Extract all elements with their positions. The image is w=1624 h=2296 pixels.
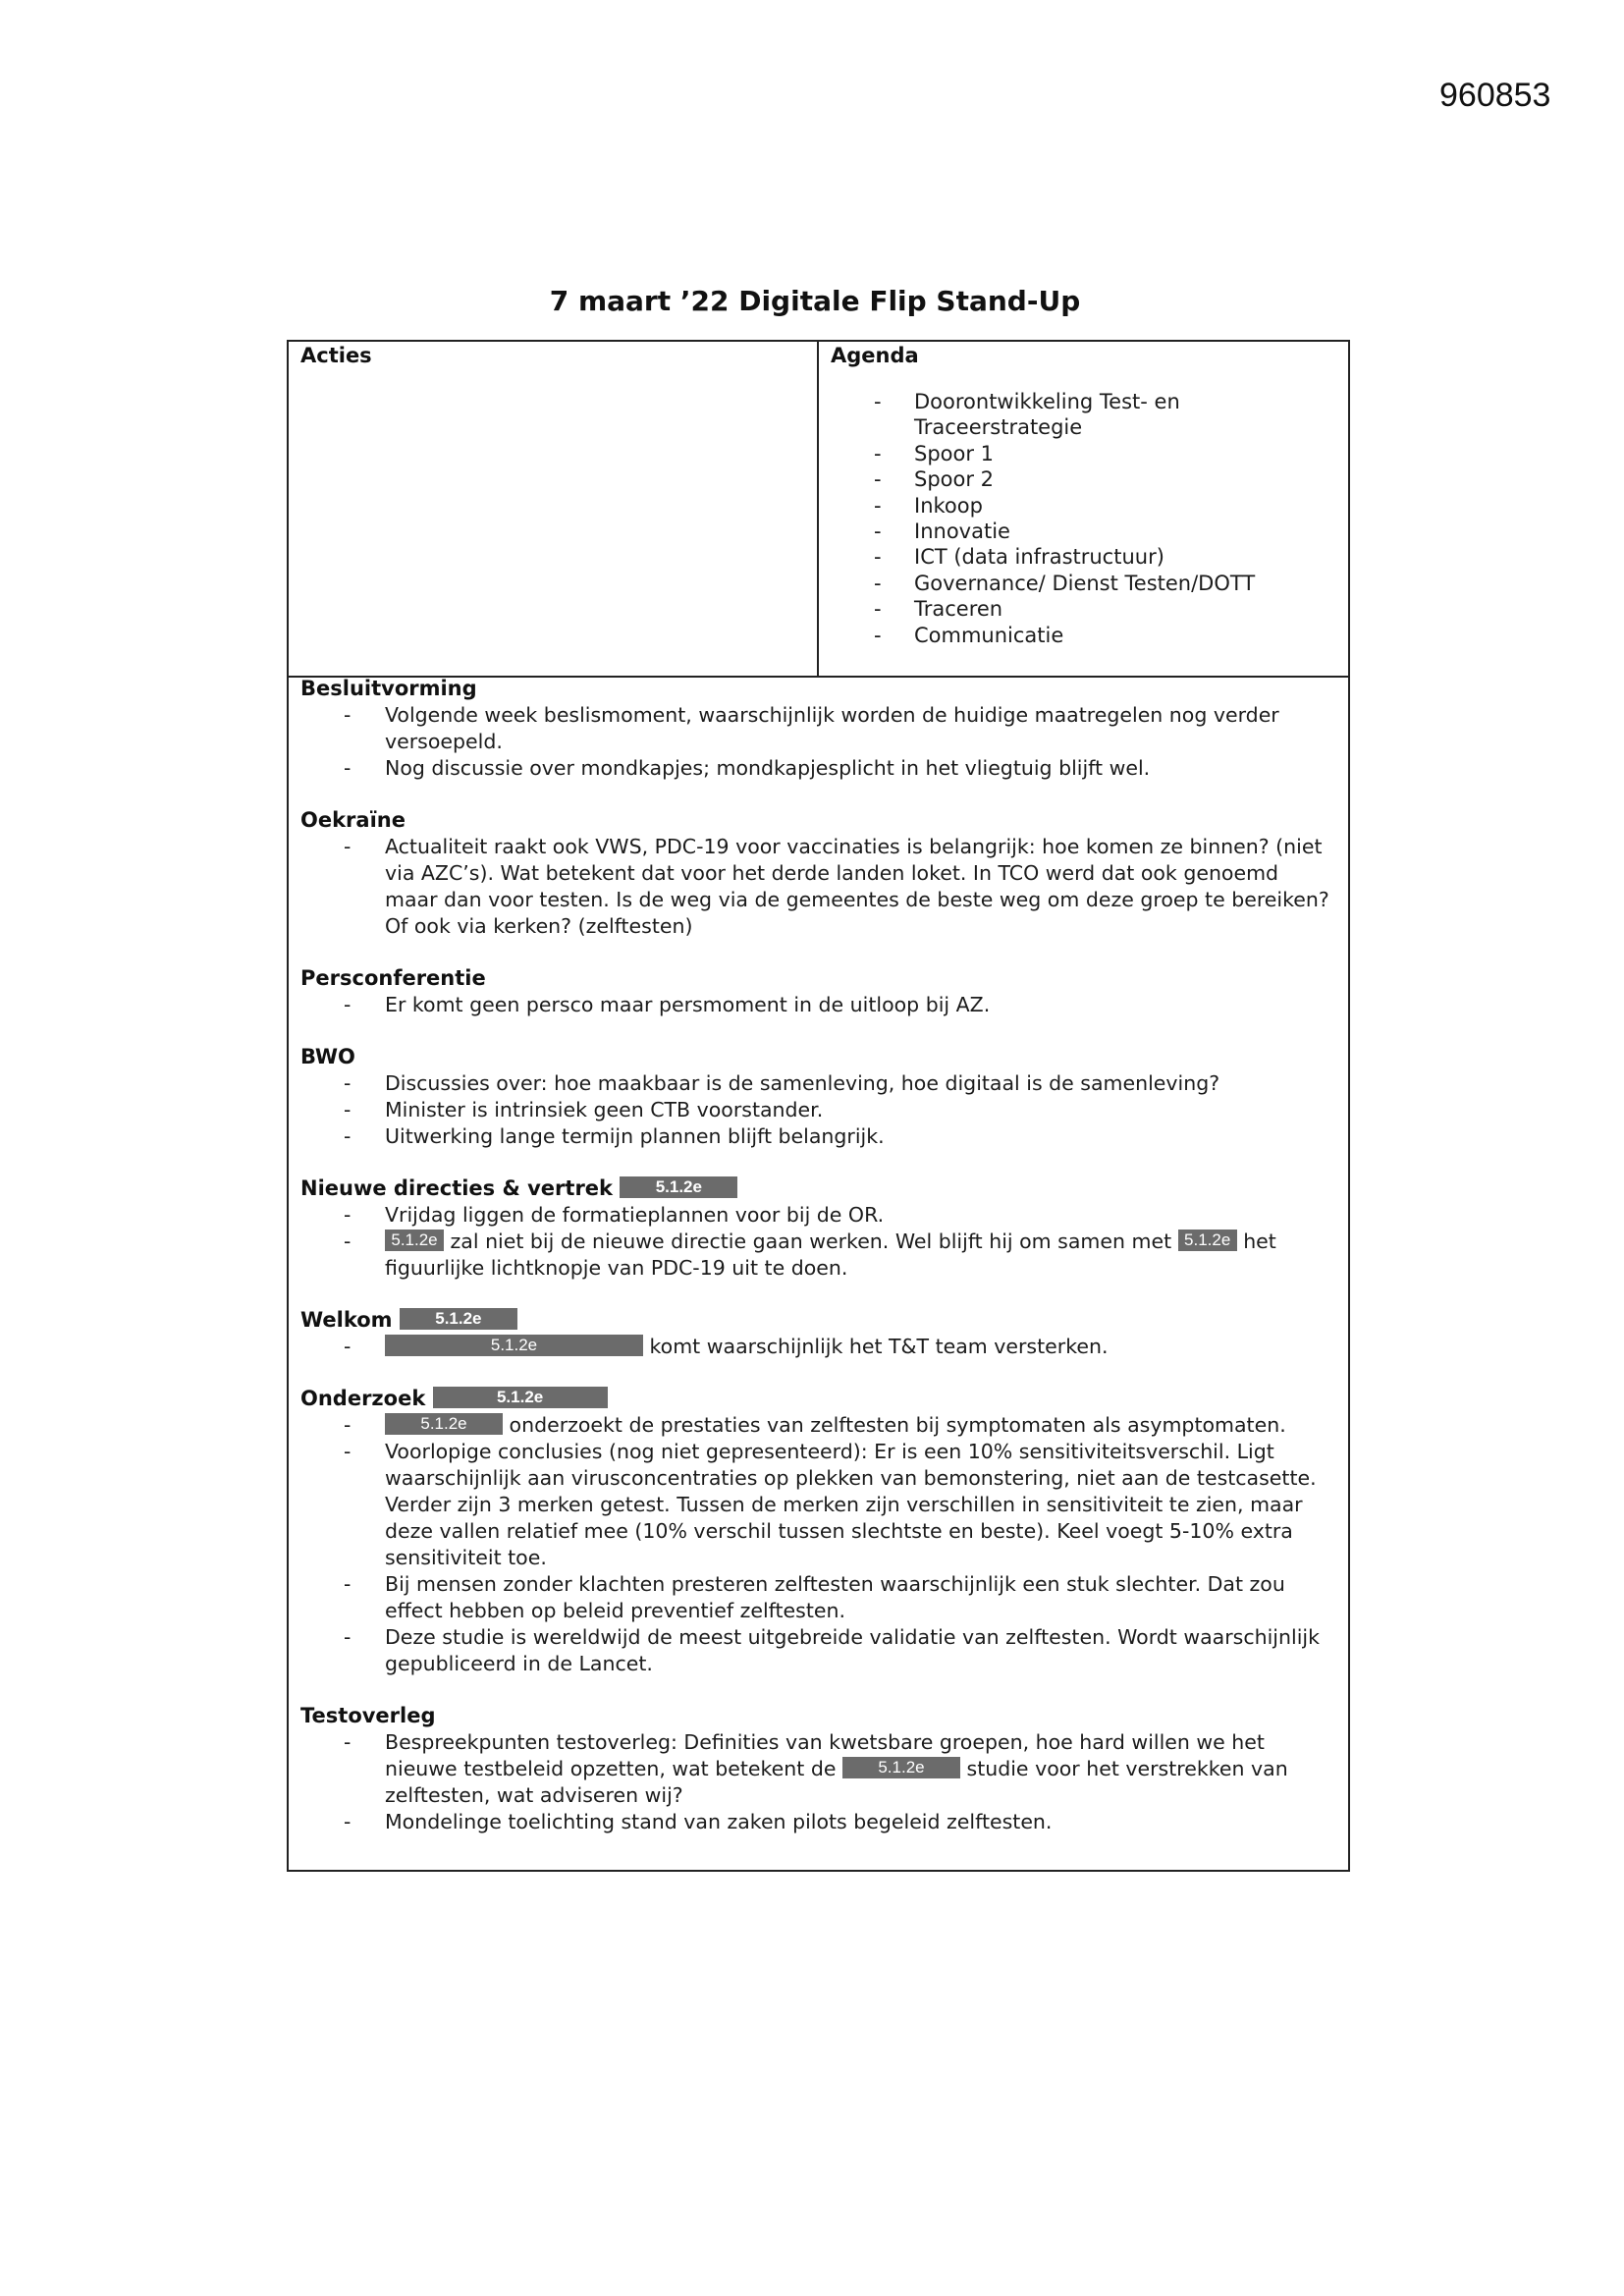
- section-persconferentie: [300, 965, 1336, 1018]
- redaction-box: 5.1.2e: [400, 1308, 517, 1330]
- list-item: - 5.1.2e zal niet bij de nieuwe directie gaan werken. Wel blijft hij om samen met 5.1.2e het figuurlijke lichtknopje van PDC-19 uit te doen.: [344, 1230, 1276, 1280]
- section-welkom: [300, 1307, 1336, 1360]
- redaction-box: 5.1.2e: [620, 1176, 737, 1198]
- minutes-table: [287, 340, 1350, 1872]
- agenda-item: - Spoor 1: [874, 441, 995, 465]
- list-item: - Minister is intrinsiek geen CTB voorstander.: [344, 1098, 824, 1121]
- agenda-item: - Spoor 2: [874, 467, 995, 492]
- list-item: - Vrijdag liggen de formatieplannen voor bij de OR.: [344, 1203, 885, 1227]
- section-heading: Nieuwe directies & vertrek 5.1.2e: [300, 1175, 1336, 1202]
- list-item: - Er komt geen persco maar persmoment in de uitloop bij AZ.: [344, 993, 991, 1016]
- agenda-heading: Agenda: [831, 344, 919, 367]
- acties-cell: [289, 342, 819, 676]
- redaction-box: 5.1.2e: [1178, 1230, 1237, 1251]
- agenda-item: - Inkoop: [874, 493, 983, 518]
- section-oekraine: [300, 807, 1336, 940]
- top-row: [289, 342, 1348, 678]
- section-onderzoek: [300, 1386, 1336, 1677]
- section-heading: Oekraïne: [300, 808, 406, 832]
- acties-heading: Acties: [300, 344, 372, 367]
- list-item: - Bespreekpunten testoverleg: Definities van kwetsbare groepen, hoe hard willen we het nieuwe testbeleid opzetten, wat betekent de 5.1.2e studie voor het verstrekken van zelftesten, wat adviseren wij?: [344, 1730, 1288, 1807]
- list-item: - Nog discussie over mondkapjes; mondkapjesplicht in het vliegtuig blijft wel.: [344, 756, 1151, 780]
- redaction-box: 5.1.2e: [433, 1387, 608, 1408]
- redaction-box: 5.1.2e: [385, 1230, 444, 1251]
- agenda-item: - Doorontwikkeling Test- en Traceerstrategie: [874, 390, 1180, 440]
- redaction-box: 5.1.2e: [385, 1413, 503, 1435]
- page-title: 7 maart ’22 Digitale Flip Stand-Up: [549, 285, 1081, 317]
- agenda-item: - Communicatie: [874, 623, 1064, 647]
- agenda-item: - Traceren: [874, 597, 1003, 622]
- minutes-body: [300, 676, 1336, 1835]
- document-number: 960853: [1439, 77, 1551, 114]
- list-item: - Bij mensen zonder klachten presteren zelftesten waarschijnlijk een stuk slechter. Dat zou effect hebben op beleid preventief zelftesten.: [344, 1572, 1285, 1622]
- list-item: - Uitwerking lange termijn plannen blijft belangrijk.: [344, 1124, 885, 1148]
- redaction-box: 5.1.2e: [842, 1757, 960, 1778]
- list-item: - Mondelinge toelichting stand van zaken pilots begeleid zelftesten.: [344, 1810, 1053, 1833]
- list-item: - Discussies over: hoe maakbaar is de samenleving, hoe digitaal is de samenleving?: [344, 1071, 1220, 1095]
- section-besluitvorming: [300, 676, 1336, 782]
- section-heading: Welkom 5.1.2e: [300, 1307, 1336, 1334]
- list-item: - Volgende week beslismoment, waarschijnlijk worden de huidige maatregelen nog verder versoepeld.: [344, 703, 1279, 753]
- agenda-cell: [819, 342, 1348, 676]
- section-heading: BWO: [300, 1045, 355, 1068]
- list-item: - 5.1.2e onderzoekt de prestaties van zelftesten bij symptomaten als asymptomaten.: [344, 1413, 1286, 1437]
- section-bwo: [300, 1044, 1336, 1150]
- list-item: - Deze studie is wereldwijd de meest uitgebreide validatie van zelftesten. Wordt waarschijnlijk gepubliceerd in de Lancet.: [344, 1625, 1320, 1675]
- section-nieuwe-directies: [300, 1175, 1336, 1282]
- redaction-box: 5.1.2e: [385, 1335, 643, 1356]
- agenda-item: - Governance/ Dienst Testen/DOTT: [874, 571, 1256, 595]
- list-item: - Actualiteit raakt ook VWS, PDC-19 voor vaccinaties is belangrijk: hoe komen ze binnen? (niet via AZC’s). Wat betekent dat voor het derde landen loket. In TCO werd dat ook genoemd maar dan voor testen. Is de weg via de gemeentes de beste weg om deze groep te bereiken? Of ook via kerken? (zelftesten): [344, 835, 1329, 938]
- section-heading: Testoverleg: [300, 1704, 436, 1727]
- section-heading: Onderzoek 5.1.2e: [300, 1386, 1336, 1412]
- section-testoverleg: [300, 1703, 1336, 1835]
- list-item: - 5.1.2e komt waarschijnlijk het T&T team versterken.: [344, 1335, 1109, 1358]
- agenda-item: - Innovatie: [874, 519, 1010, 544]
- agenda-item: - ICT (data infrastructuur): [874, 545, 1164, 570]
- section-heading: Persconferentie: [300, 966, 486, 990]
- agenda-list: [819, 389, 1338, 648]
- list-item: - Voorlopige conclusies (nog niet gepresenteerd): Er is een 10% sensitiviteitsverschil. Ligt waarschijnlijk aan virusconcentraties op plekken van bemonstering, niet aan de testcasette. Verder zijn 3 merken getest. Tussen de merken zijn verschillen in sensitiviteit te zien, maar deze vallen relatief mee (10% verschil tussen slechtste en beste). Keel voegt 5-10% extra sensitiviteit toe.: [344, 1440, 1317, 1569]
- section-heading: Besluitvorming: [300, 677, 477, 700]
